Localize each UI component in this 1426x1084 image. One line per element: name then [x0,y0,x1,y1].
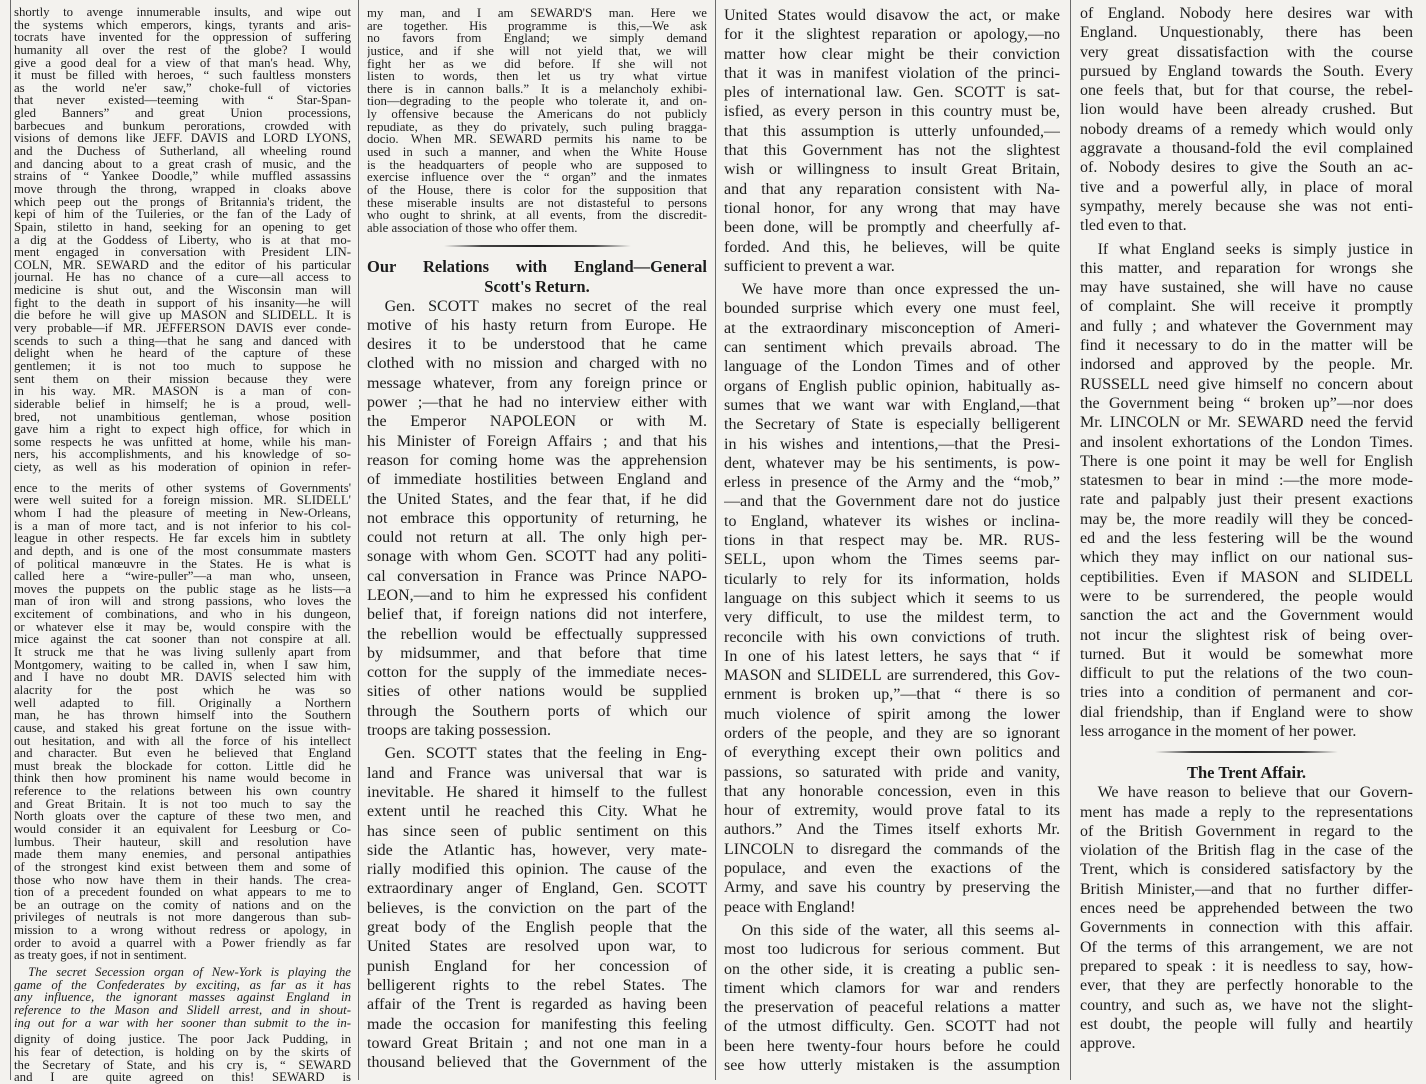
text-line: of the House, there is color for the supposition that [367,183,707,197]
text-line: There is one point it may be well for English [1080,452,1413,470]
text-line: The Trent Affair. [1186,763,1307,783]
text-line: land and France was universal that war is [367,764,707,782]
text-line: able association of those who offer them. [367,221,578,235]
text-line: affair of the Trent is regarded as having been [367,996,707,1014]
text-line: well adapted to fill. Originally a Northern [14,696,351,710]
text-line: very probable—if MR. JEFFERSON DAVIS ever conde- [14,322,351,335]
text-line: privileges of neutrals is not more dangerous than sub- [14,911,351,925]
text-line: reason for coming home was the apprehension [367,451,707,469]
text-line: language of the London Times and of other [724,358,1060,376]
text-line: cal conversation in France was Prince NAPO- [367,567,707,585]
text-line: sympathy, merely because she was not enti- [1080,197,1413,215]
text-line: visions of demons like JEFF. DAVIS and LORD LYONS, [14,132,351,146]
text-line: language on this subject which it seems to us [724,589,1060,607]
text-line: ernment is broken up,”—that “ there is so [724,686,1060,704]
text-line: called here a “wire-puller”—a man who, unseen, [14,570,351,583]
text-line: very difficult, to use the mildest term, to [724,609,1060,627]
text-line: not incur the slightest risk of being over- [1080,626,1413,644]
text-line: justice, and if she will not yield that, we will [367,44,707,58]
text-line: If what England seeks is simply justice in [1097,240,1413,258]
text-line: is a man of more tact, and is not inferior to his col- [14,519,351,533]
text-line: inevitable. He shared it himself to the fullest [367,783,707,801]
article-headline [1080,763,1413,783]
column-rule [10,0,11,1080]
article-paragraph [367,297,707,741]
text-line: motive of his hasty return from Europe. He [367,316,707,334]
article-paragraph [14,1033,351,1084]
text-line: of the utmost difficulty. Gen. SCOTT had not [724,1018,1060,1036]
text-line: exercise influence over the “ organ” and the inmates [367,171,707,184]
text-line: bred, not unambitious gentleman, whose position [14,410,351,424]
text-line: passions, so saturated with pride and vanity, [724,763,1060,781]
text-line: whom I had the pleasure of meeting in New-Orleans, [14,506,351,520]
text-line: of the strongest kind exist between them and some of [14,860,351,874]
text-line: of immediate hostilities between England and [367,471,707,489]
text-line: been here twenty-four hours before he could [724,1037,1060,1055]
text-line: sufficient to prevent a war. [724,257,895,275]
text-line: timent which clamors for war and renders [724,979,1060,997]
text-line: ed and the less festering will be the wound [1080,530,1413,548]
text-line: the Government being “ broken up”—nor does [1080,394,1413,412]
text-line: belligerent rights to the rebel States. The [367,976,707,994]
text-line: fight to the death in support of his insanity—he will [14,296,351,310]
text-line: which peep out the prongs of Britannia's trident, the [14,195,351,209]
text-line: reconcile with his own convictions of truth. [724,628,1060,646]
text-line: that this assumption is utterly unfounded,— [724,122,1060,140]
text-line: man, he has thrown himself into the Southern [14,709,351,722]
section-divider [444,245,631,247]
text-line: and I are quite agreed on this! SEWARD is [14,1071,351,1084]
text-line: ples of international law. Gen. SCOTT is sat- [724,84,1060,102]
text-line: tled even to that. [1080,217,1187,235]
article-paragraph [724,280,1060,917]
text-line: tion—degrading to the people who tolerate it, and on- [367,95,707,109]
text-line: much violence of spirit among the lower [724,705,1060,723]
text-line: dent, whatever may be his sentiments, is pow- [724,454,1060,472]
text-line: sent them on their mission because they were [14,372,351,386]
text-line: est doubt, the people will fully and heartily [1080,1015,1413,1033]
text-line: extraordinary anger of England, Gen. SCOTT [367,880,707,898]
text-line: LINCOLN to disregard the commands of the [724,840,1060,858]
text-line: man of iron will and strong passions, who loves the [14,595,351,609]
text-line: could not return at all. The only high per- [367,529,707,547]
text-line: violation of the British flag in the case of the [1080,842,1413,860]
text-line: prepared to speak : it is needless to say, how- [1080,957,1413,975]
text-line: reference to the Mason and Slidell arrest, and in shout- [14,1003,351,1017]
text-line: —and that the Government dare not do justice [724,493,1060,511]
text-line: orders of the people, and they are so ignorant [724,724,1060,742]
text-line: ment engaged in conversation with President LIN- [14,246,351,259]
text-line: very great dissatisfaction with the course [1080,43,1413,61]
text-line: tocrats have invented for the oppression of suffering [14,31,351,44]
text-line: think then how prominent his name would become in [14,772,351,786]
text-line: thousand believed that the Government of the [367,1054,707,1072]
text-line: find it necessary to do in the matter will be [1080,337,1413,355]
text-line: Our Relations with England—General [367,256,707,276]
text-line: Trent, which is considered satisfactory by the [1080,861,1413,879]
text-line: the preservation of peaceful relations a matter [724,999,1060,1017]
text-line: and fully ; and whatever the Government may [1080,317,1413,335]
text-line: sanction the act and the Government would [1080,607,1413,625]
text-line: of complaint. She will receive it promptly [1080,298,1413,316]
text-line: league in other respects. He far excels him in subtlety [14,532,351,545]
text-line: approve. [1080,1035,1136,1053]
text-line: reference to the relations between his own country [14,785,351,798]
text-line: gled Banners” and great Union processions, [14,107,351,120]
text-line: and character. But even he believed that England [14,747,351,760]
article-paragraph [14,482,351,962]
text-line: Gen. SCOTT states that the feeling in Eng- [384,745,707,763]
text-line: in his wishes and intentions,—that the Presi- [724,435,1060,453]
text-line: been done, will be promptly and cheerfully af- [724,219,1060,237]
text-line: and dancing about to a great crash of music, and the [14,157,351,171]
text-line: and the Duchess of Sutherland, all wheeling round [14,145,351,158]
text-line: toward Great Britain ; and not one man in a [367,1034,707,1052]
text-line: this matter, and reparation for wrongs she [1080,259,1413,277]
text-line: erless in presence of the Army and the “mob,” [724,474,1060,492]
text-line: would consider it an equivalent for Leesburg or Co- [14,823,351,836]
text-line: LEON,—and to him he expressed his confident [367,586,707,604]
text-line: ciety, as well as his moderation of opinion in refer- [14,461,351,474]
text-line: of England. Nobody here desires war with [1080,5,1413,22]
text-line: Mr. LINCOLN or Mr. SEWARD need the fervid [1080,414,1413,432]
article-paragraph [724,921,1060,1075]
text-line: the Emperor NAPOLEON or with M. [367,413,707,431]
text-line: those who now have them in their hands. The crea- [14,873,351,887]
text-line: dial friendship, than if England were to show [1080,703,1413,721]
text-line: Scott's Return. [484,276,590,296]
text-line: It struck me that he was living sullenly apart from [14,646,351,659]
text-line: Army, and save his country by preserving the [724,879,1060,897]
text-line: tional honor, for any wrong that may have [724,199,1060,217]
text-line: mice against the cat sooner than not conspire at all. [14,633,351,647]
text-line: move through the throng, wrapped in cloaks above [14,182,351,196]
text-line: strains of “ Yankee Doodle,” while muffled assassins [14,170,351,183]
text-line: at the extraordinary misconception of Ameri- [724,319,1060,337]
column-rule [1070,0,1071,1080]
text-line: difficult to put the relations of the two coun- [1080,665,1413,683]
article-paragraph [14,966,351,1029]
text-line: as treaty goes, if not in sentiment. [14,949,187,963]
text-line: populace, and even the exactions of the [724,860,1060,878]
text-line: his fear of detection, is holding on by the skirts of [14,1045,351,1059]
text-line: believes, is the conviction on the part of the [367,899,707,917]
text-line: ence to the merits of other systems of Governments' [14,481,351,495]
text-line: bounded surprise which every one must feel, [724,300,1060,318]
text-line: COLN, MR. SEWARD and the editor of his particular [14,258,351,272]
text-line: by midsummer, and that before that time [367,644,707,662]
text-line: and Great Britain. It is not too much to say the [14,797,351,811]
text-line: of everything except their own politics and [724,744,1060,762]
text-line: We have more than once expressed the un- [741,281,1060,299]
text-line: nobody dreams of a remedy which would only [1080,120,1413,138]
text-line: troops are taking possession. [367,722,551,740]
text-line: or whatever else it may be, would conspire with the [14,620,351,634]
text-line: ing out for a war with her sooner than submit to the in- [14,1016,351,1030]
text-line: his Minister of Foreign Affairs ; and that his [367,432,707,450]
text-line: any influence, the ignorant masses against England in [14,991,351,1004]
text-line: it must be filled with heroes, “ such faultless monsters [14,69,351,82]
text-line: in his way. MR. MASON is a man of con- [14,385,351,398]
text-line: wish or willingness to insult Great Britain, [724,161,1060,179]
text-line: the Secretary of State is especially belligerent [724,416,1060,434]
text-line: on the other side, it is creating a public sen- [724,960,1060,978]
text-line: most too ludicrous for serious comment. But [724,941,1060,959]
text-line: is the headquarters of people who are supposed to [367,158,707,172]
text-line: may have sustained, she will have no cause [1080,279,1413,297]
text-line: of political manœuvre in the States. He is what is [14,557,351,571]
article-paragraph [14,6,351,474]
text-line: rate and palpably just their present exactions [1080,491,1413,509]
text-line: United States would disavow the act, or make [724,7,1060,24]
text-line: repudiate, as they do privately, such puling bragga- [367,120,707,134]
text-line: North gloats over the capture of these two men, and [14,810,351,823]
text-line: the United States, and the fear that, if he did [367,490,707,508]
text-line: barbecues and bunkum perorations, crowded with [14,119,351,133]
text-line: a dig at the Goddess of Liberty, who is at that mo- [14,233,351,247]
text-line: there is in cannon balls.” It is a melancholy exhibi- [367,82,707,96]
text-line: United States are resolved upon war, to [367,938,707,956]
text-line: some respects he was unfitted at home, while his man- [14,435,351,449]
text-line: may be, the more readily will they be conced- [1080,510,1413,528]
text-line: peace with England! [724,898,856,916]
text-line: shortly to avenge innumerable insults, and wipe out [14,6,351,19]
article-paragraph [724,6,1060,276]
text-line: who ought to shrink, at all events, from the discredit- [367,209,707,222]
text-line: see how utterly mistaken is the assumption [724,1057,1060,1075]
newspaper-column-4 [1080,0,1413,1053]
text-line: die before he will give up MASON and SLIDELL. It is [14,309,351,323]
text-line: organs of English public opinion, habitually as- [724,377,1060,395]
text-line: country, and such as, we have not the slight- [1080,996,1413,1014]
text-line: scends to such a thing—that he sang and danced with [14,334,351,348]
text-line: give a good deal for a view of that man's head. Why, [14,56,351,70]
column-rule [358,0,359,1080]
newspaper-column-3 [724,0,1060,1075]
text-line: that it was in manifest violation of the princi- [724,64,1060,82]
text-line: of. Nobody desires to give the South an ac- [1080,159,1413,177]
text-line: ment has made a reply to the representations [1080,803,1413,821]
text-line: fight her as we did before. If she will not [367,57,707,71]
text-line: these miserable insults are not distasteful to persons [367,196,707,210]
text-line: indorsed and approved by the people. Mr. [1080,356,1413,374]
text-line: ceptibilities. Even if MASON and SLIDELL [1080,568,1413,586]
text-line: side the Atlantic has, however, very mate- [367,841,707,859]
text-line: MASON and SLIDELL are surrendered, this Gov- [724,667,1060,685]
text-line: Of the terms of this arrangement, we are not [1080,938,1413,956]
text-line: for it the slightest reparation or apology,—no [724,26,1060,44]
text-line: one feels that, but for that course, the rebel- [1080,82,1413,100]
text-line: were well suited for a foreign mission. MR. SLIDELL' [14,494,351,507]
article-paragraph [367,744,707,1072]
text-line: power ;—that he had no interview either with [367,394,707,412]
text-line: of the British Government in regard to the [1080,822,1413,840]
text-line: sonage with whom Gen. SCOTT had any politi- [367,548,707,566]
text-line: Gen. SCOTT makes no secret of the real [384,297,707,315]
text-line: Spain, stiletto in hand, seeking for an opening to get [14,220,351,234]
text-line: the systems which emperors, kings, tyrants and aris- [14,18,351,32]
text-line: lion would have been already crushed. But [1080,101,1413,119]
text-line: message whatever, from any foreign prince or [367,374,707,392]
text-line: mission to a wrong without redress or apology, in [14,924,351,937]
text-line: less arrogance in the moment of her power. [1080,722,1357,740]
text-line: tries into a condition of permanent and cor- [1080,684,1413,702]
text-line: clothed with no mission and charged with no [367,355,707,373]
text-line: listen to words, then let us try what virtue [367,70,707,83]
text-line: rially modified this opinion. The cause of the [367,861,707,879]
text-line: belief that, if foreign nations did not interfere, [367,606,707,624]
text-line: tion of a precedent founded on what appears to me to [14,886,351,899]
text-line: isfied, as every person in this country must be, [724,103,1060,121]
newspaper-column-1 [14,0,351,1084]
text-line: great body of the English people that the [367,919,707,937]
text-line: statesmen to bear in mind :—the more mode- [1080,472,1413,490]
text-line: dignity of doing justice. The poor Jack Pudding, in [14,1033,351,1046]
text-line: and I have no doubt MR. DAVIS selected him with [14,671,351,684]
text-line: made the occasion for manifesting this feeling [367,1015,707,1033]
text-line: ners, his accomplishments, and his knowledge of so- [14,448,351,462]
text-line: ticularly to rely for its information, holds [724,570,1060,588]
text-line: docio. When MR. SEWARD permits his name to be [367,133,707,147]
text-line: the Secretary of State, and his cry is, “ SEWARD [14,1058,351,1072]
text-line: tive and a powerful ally, in place of moral [1080,178,1413,196]
text-line: delight when he heard of the capture of these [14,347,351,360]
text-line: siderable belief in himself; he is a proud, well- [14,397,351,411]
text-line: were to be surrendered, the people would [1080,587,1413,605]
text-line: gave him a right to expect high office, for which in [14,423,351,436]
text-line: game of the Confederates by exciting, as far as it has [14,978,351,992]
text-line: used in such a manner, and when the White House [367,146,707,159]
text-line: journal. He has no chance of a cure—all access to [14,271,351,285]
text-line: alacrity for the post which he was so [14,683,351,697]
text-line: humanity all over the rest of the globe? I would [14,43,351,57]
text-line: that never existed—teeming with “ Star-Span- [14,94,351,108]
text-line: out hesitation, and with all the force of his intellect [14,734,351,748]
text-line: through the Southern ports of which our [367,702,707,720]
text-line: and depth, and is one of the most consummate masters [14,544,351,558]
text-line: hour of extremity, would prove fatal to its [724,802,1060,820]
text-line: excitement of combinations, and who in his dungeon, [14,608,351,621]
text-line: that this Government has not the slightest [724,142,1060,160]
text-line: England. Unquestionably, there has been [1080,24,1413,42]
text-line: kepi of him of the Tuileries, or the fan of the Lady of [14,208,351,221]
text-line: be an outrage on the comity of nations and on the [14,898,351,912]
text-line: has since seen of public sentiment on this [367,822,707,840]
text-line: no favors from England; we simply demand [367,32,707,45]
text-line: order to avoid a quarrel with a Power friendly as far [14,936,351,950]
section-divider [1155,751,1338,753]
article-paragraph [1080,240,1413,742]
text-line: We have reason to believe that our Govern- [1097,784,1413,802]
text-line: matter how clear might be their conviction [724,45,1060,63]
text-line: can sentiment which prevails abroad. The [724,339,1060,357]
text-line: to England, whatever its wishes or inclina- [724,512,1060,530]
text-line: that any honorable concession, even in this [724,782,1060,800]
text-line: Governments in connection with this affair. [1080,919,1413,937]
text-line: cotton for the supply of the immediate neces- [367,664,707,682]
text-line: sities of other nations would be supplied [367,683,707,701]
text-line: sumes that we want war with England,—that [724,396,1060,414]
text-line: The secret Secession organ of New-York is playing the [28,966,351,979]
text-line: must break the blockade for cotton. Little did he [14,759,351,773]
text-line: and insolent exhortations of the London Times. [1080,433,1413,451]
text-line: desires it to be understood that he came [367,336,707,354]
text-line: Montgomery, waiting to be called in, when I saw him, [14,658,351,672]
newspaper-column-2 [367,0,707,1072]
text-line: cause, and staked his great fortune on the issue with- [14,721,351,735]
text-line: extent until he reached this City. What he [367,803,707,821]
text-line: turned. But it would be somewhat more [1080,645,1413,663]
article-paragraph [1080,783,1413,1053]
text-line: ences need be apprehended between the two [1080,900,1413,918]
text-line: forded. And this, he believes, will be quite [724,238,1060,256]
text-line: and that any reparation consistent with Na- [724,180,1060,198]
text-line: punish England for her concession of [367,957,707,975]
article-headline [367,257,707,297]
article-paragraph [367,7,707,235]
text-line: British Minister,—and that no further differ- [1080,880,1413,898]
text-line: my man, and I am SEWARD'S man. Here we [367,7,707,20]
text-line: gentlemen; it is not too much to suppose he [14,359,351,373]
text-line: In one of his latest letters, he says that “ if [724,647,1060,665]
text-line: tions in that respect may be. MR. RUS- [724,532,1060,550]
text-line: as the world ne'er saw,” choke-full of victories [14,81,351,95]
text-line: RUSSELL need give himself no concern about [1080,375,1413,393]
text-line: moves the puppets on the public stage as he lists—a [14,582,351,596]
text-line: aggravate a thousand-fold the evil complained [1080,140,1413,158]
text-line: are together. His programme is this,—We ask [367,19,707,33]
text-line: SELL, upon whom the Times seems par- [724,551,1060,569]
text-line: made them many enemies, and personal antipathies [14,848,351,861]
text-line: ly offensive because the Americans do not publicly [367,108,707,121]
text-line: authors.” And the Times itself exhorts Mr. [724,821,1060,839]
article-paragraph [1080,4,1413,236]
text-line: the rebellion would be effectually suppressed [367,625,707,643]
text-line: On this side of the water, all this seems al- [741,921,1060,939]
column-rule [715,0,716,1080]
text-line: medicine is shut out, and the Wisconsin man will [14,284,351,297]
text-line: ever, that they are perfectly honorable to the [1080,977,1413,995]
text-line: lumbus. Their hauteur, skill and resolution have [14,835,351,849]
text-line: which they may inflict on our national sus- [1080,549,1413,567]
text-line: not embrace this opportunity of returning, he [367,509,707,527]
text-line: pursued by England towards the South. Every [1080,62,1413,80]
